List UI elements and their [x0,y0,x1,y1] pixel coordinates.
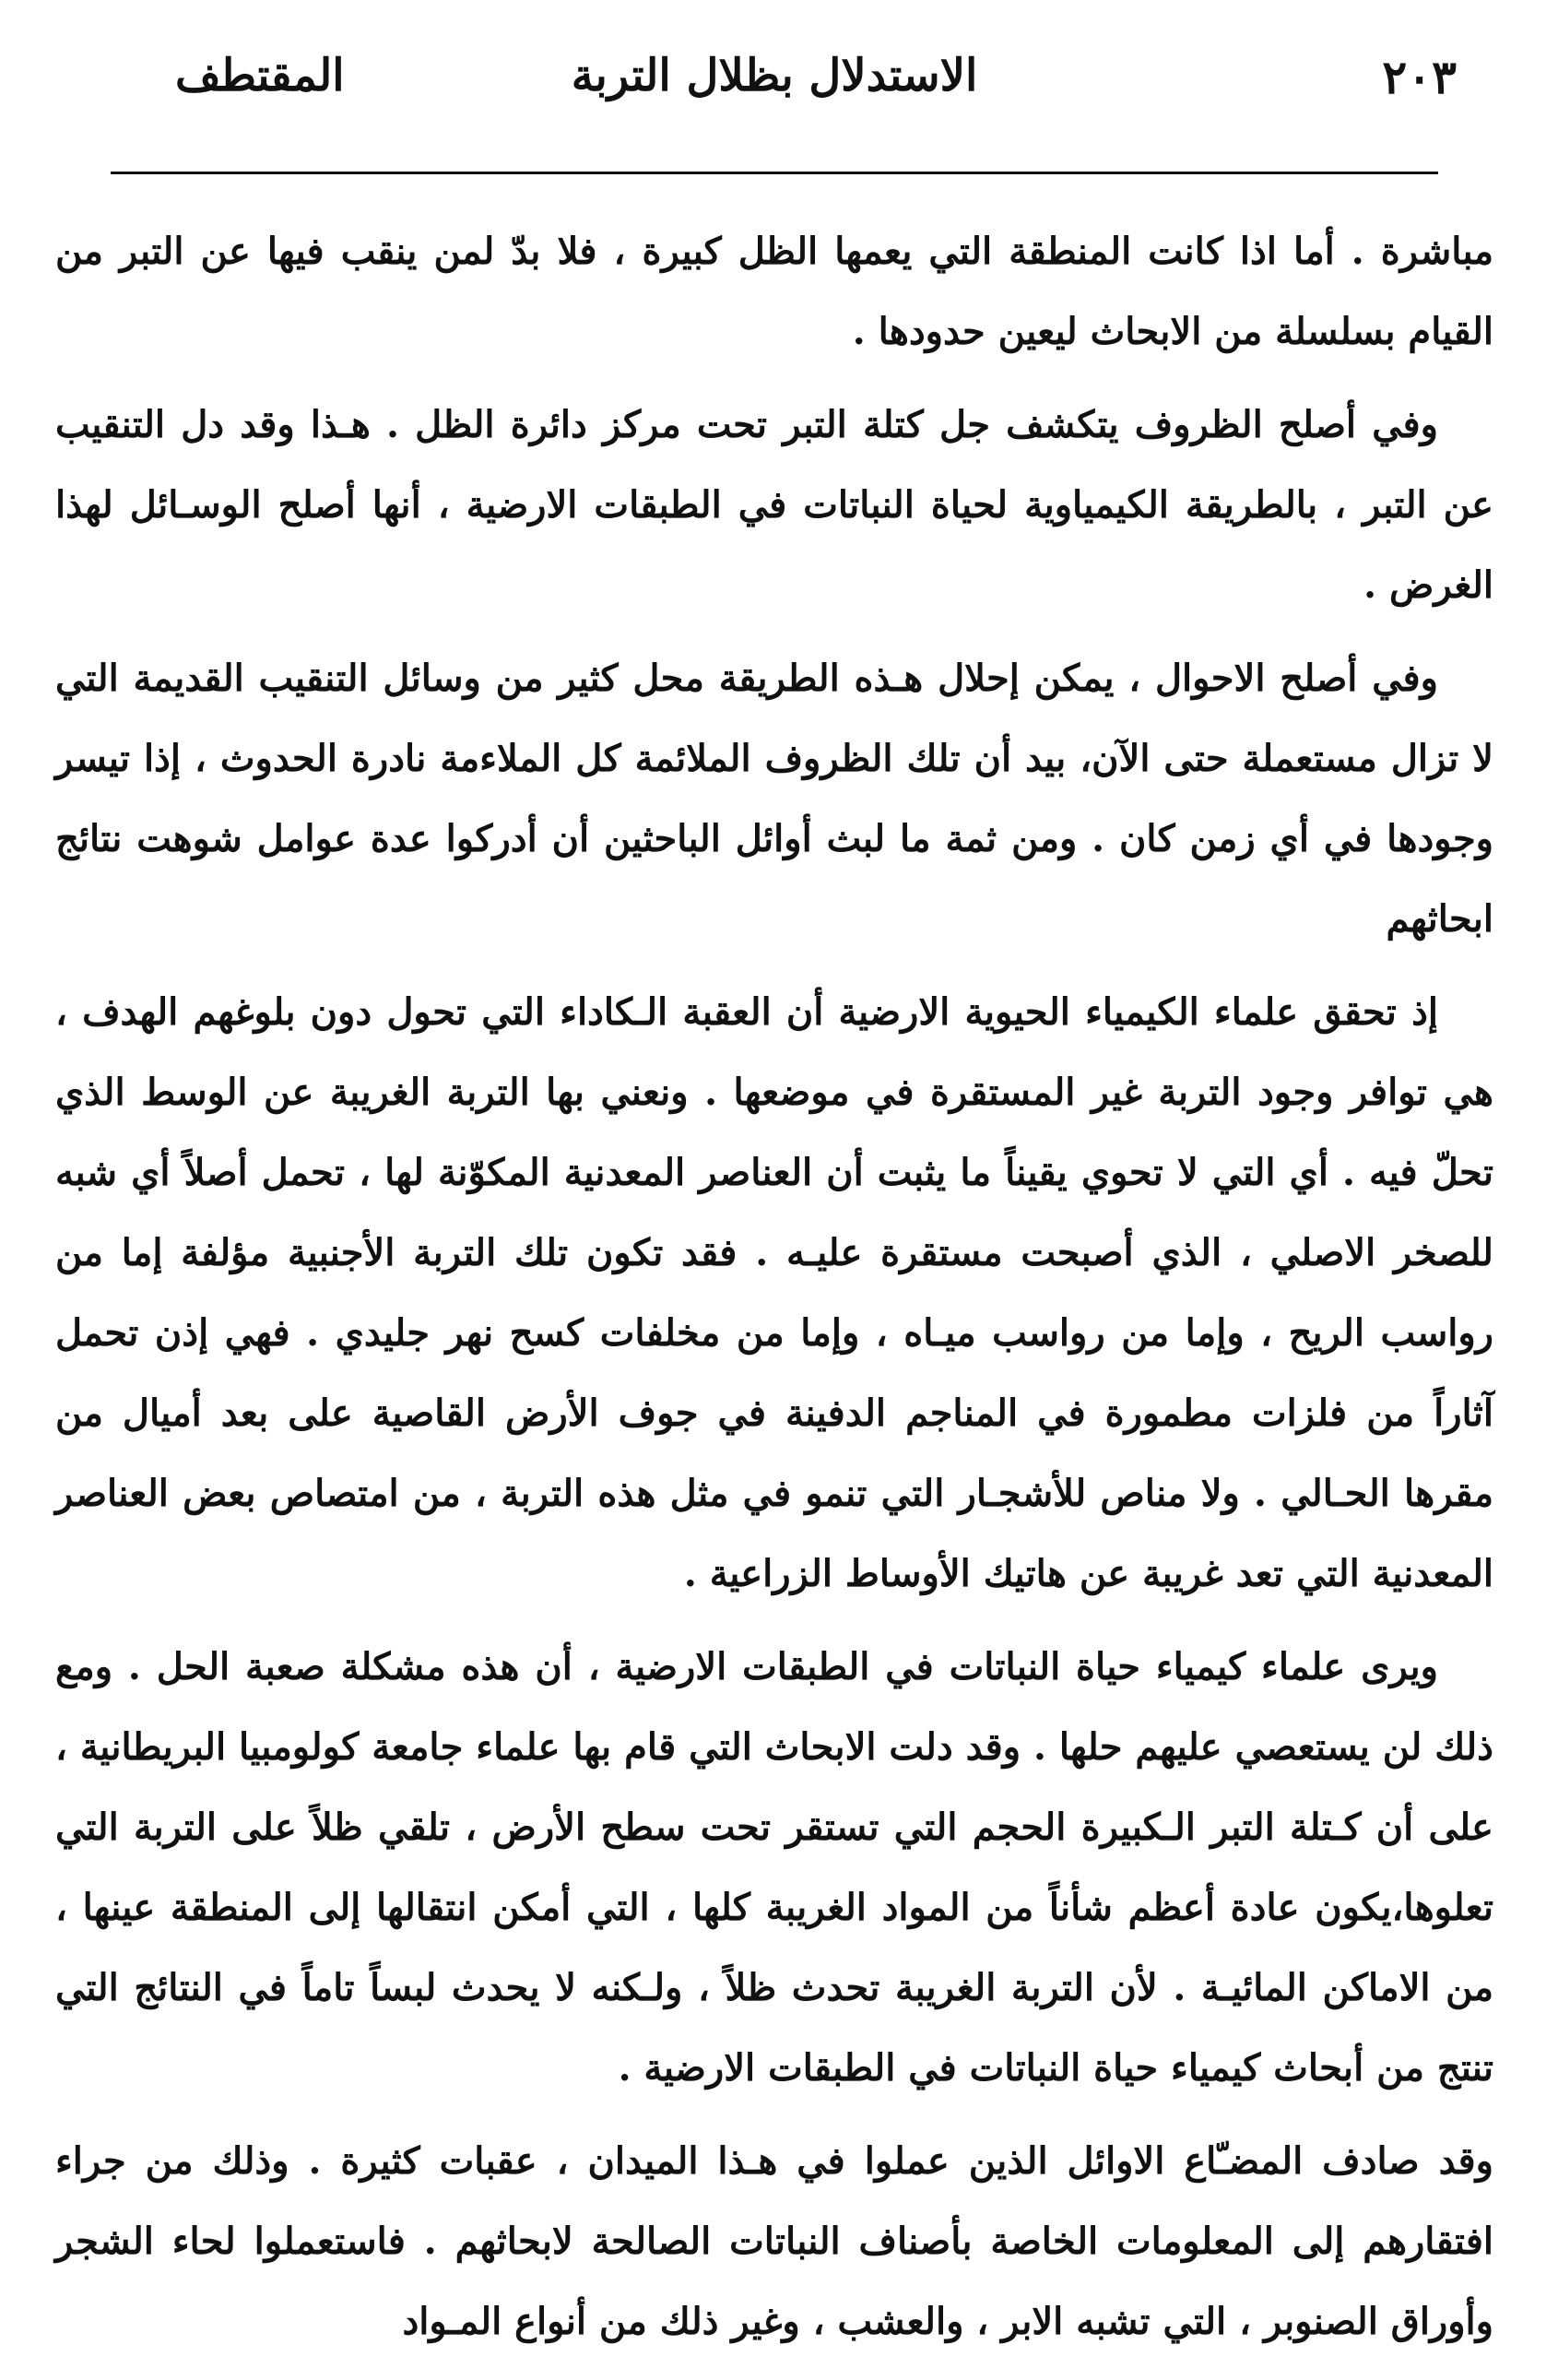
paragraph-6: وقد صادف المضـّاع الاوائل الذين عملوا في هـذا الميدان ، عقبات كثيرة . وذلك من جراء افتقارهم إلى المعلومات الخاصة بأصناف النباتات الصالحة لابحاثهم . فاستعملوا لحاء الشجر وأوراق الصنوبر ، التي تشبه الابر ، والعشب ، وغير ذلك من أنواع المـواد [55,2139,1493,2343]
paragraph-1: مباشرة . أما اذا كانت المنطقة التي يعمها الظل كبيرة ، فلا بدّ لمن ينقب فيها عن التبر من القيام بسلسلة من الابحاث ليعين حدودها . [55,230,1493,353]
article-body [55,211,1493,2362]
header-divider [111,172,1438,174]
journal-name: المقتطف [175,50,345,101]
page-number: ٢٠٣ [1382,50,1457,104]
paragraph-3: وفي أصلح الاحوال ، يمكن إحلال هـذه الطريقة محل كثير من وسائل التنقيب القديمة التي لا تزال مستعملة حتى الآن، بيد أن تلك الظروف الملائمة كل الملاءمة نادرة الحدوث ، إذا تيسر وجودها في أي زمن كان . ومن ثمة ما لبث أوائل الباحثين أن أدركوا عدة عوامل شوهت نتائج ابحاثهم [55,657,1493,941]
paragraph-2: وفي أصلح الظروف يتكشف جل كتلة التبر تحت مركز دائرة الظل . هـذا وقد دل التنقيب عن التبر ، بالطريقة الكيمياوية لحياة النباتات في الطبقات الارضية ، أنها أصلح الوسـائل لهذا الغرض . [55,403,1493,607]
paragraph-4: إذ تحقق علماء الكيمياء الحيوية الارضية أن العقبة الـكاداء التي تحول دون بلوغهم الهدف ، هي توافر وجود التربة غير المستقرة في موضعها . ونعني بها التربة الغريبة عن الوسط الذي تحلّ فيه . أي التي لا تحوي يقيناً ما يثبت أن العناصر المعدنية المكوّنة لها ، تحمل أصلاً أي شبه للصخر الاصلي ، الذي أصبحت مستقرة عليـه . فقد تكون تلك التربة الأجنبية مؤلفة إما من رواسب الريح ، وإما من رواسب ميـاه ، وإما من مخلفات كسح نهر جليدي . فهي إذن تحمل آثاراً من فلزات مطمورة في المناجم الدفينة في جوف الأرض القاصية على بعد أميال من مقرها الحـالي . ولا مناص للأشجـار التي تنمو في مثل هذه التربة ، من امتصاص بعض العناصر المعدنية التي تعد غريبة عن هاتيك الأوساط الزراعية . [55,990,1494,1595]
running-header [55,37,1493,116]
paragraph-5: ويرى علماء كيمياء حياة النباتات في الطبقات الارضية ، أن هذه مشكلة صعبة الحل . ومع ذلك لن يستعصي عليهم حلها . وقد دلت الابحاث التي قام بها علماء جامعة كولومبيا البريطانية ، على أن كـتلة التبر الـكبيرة الحجم التي تستقر تحت سطح الأرض ، تلقي ظلاً على التربة التي تعلوها،يكون عادة أعظم شأناً من المواد الغريبة كلها ، التي أمكن انتقالها إلى المنطقة عينها ، من الاماكن المائيـة . لأن التربة الغريبة تحدث ظلاً ، ولـكنه لا يحدث لبساً تاماً في النتائج التي تنتج من أبحاث كيمياء حياة النباتات في الطبقات الارضية . [55,1645,1493,2090]
article-title: الاستدلال بظلال التربة [571,50,978,101]
